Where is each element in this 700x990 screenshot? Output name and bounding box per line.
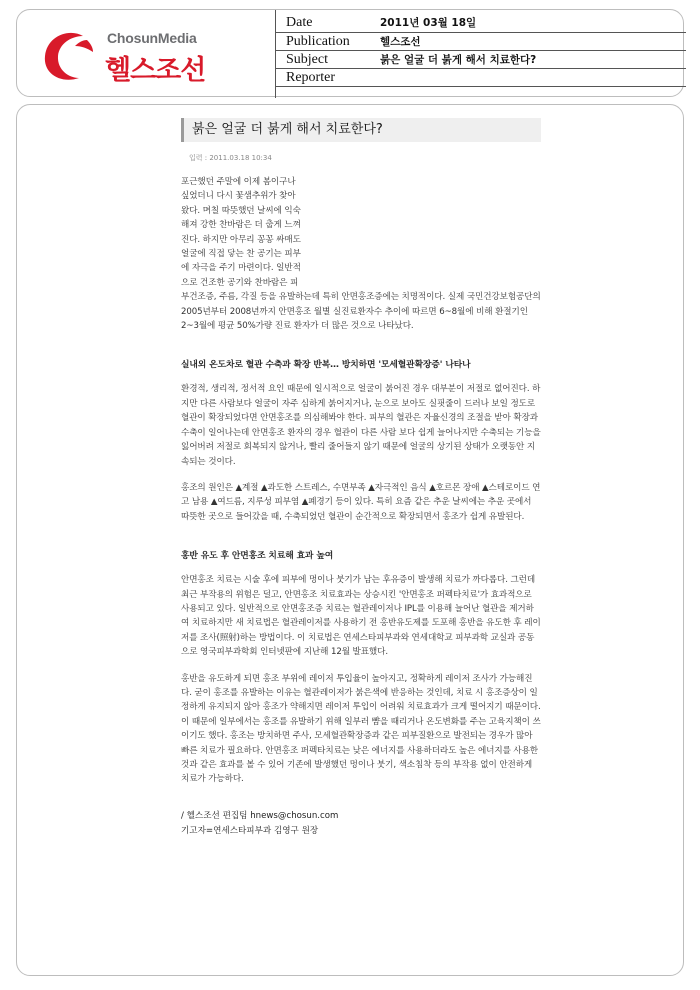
lead-paragraph-rest: 부건조증, 주름, 각질 등을 유발하는데 특히 안면홍조증에는 치명적이다. 실제 국민건강보험공단의 2005년부터 2008년까지 안면홍조 월별 실진료환자수 추이에 따르면 6~8월에 비해 환절기인 2~3월에 평균 50%가량 진료 환자가 더 많은 것으로 나타났다. xyxy=(181,292,541,332)
logo-brand-en: ChosunMedia xyxy=(107,30,197,46)
meta-label: Subject xyxy=(286,52,328,67)
paragraph-4: 안면홍조 치료는 시술 후에 피부에 멍이나 붓기가 남는 후유증이 발생해 치료가 까다롭다. 그런데 최근 부작용의 위험은 덜고, 안면홍조 치료효과는 상승시킨 '안면홍조 퍼펙타치료'가 효과적으로 사용되고 있다. 일반적으로 안면홍조증 치료는 혈관레이저나 IPL를 이용해 늘어난 혈관을 제거하여 치료하지만 새 치료법은 혈관레이저를 사용하기 전 홍반유도제를 도포해 홍반을 유도한 후 레이저를 조사(照射)하는 방법이다. 이 치료법은 연세스타피부과와 연세대학교 피부과학 교실과 공동으로 영국피부과학회 인터넷판에 지난해 12월 발표했다. xyxy=(181,575,541,658)
contributor-credit: 기고자=연세스타피부과 김영구 원장 xyxy=(181,825,319,836)
lead-line: 얼굴에 직접 닿는 찬 공기는 피부 xyxy=(181,249,301,260)
meta-label: Publication xyxy=(286,34,350,49)
metadata-table xyxy=(275,10,685,98)
meta-value: 2011년 03월 18일 xyxy=(380,17,477,29)
lead-line: 에 자극을 주기 마련이다. 일반적 xyxy=(181,263,301,274)
meta-row-subject xyxy=(276,51,686,69)
meta-value: 붉은 얼굴 더 붉게 해서 치료한다? xyxy=(380,54,537,66)
lead-line: 포근했던 주말에 이제 봄이구나 xyxy=(181,177,296,187)
paragraph-2: 환경적, 생리적, 정서적 요인 때문에 일시적으로 얼굴이 붉어진 경우 대부분이 저절로 없어진다. 하지만 다른 사람보다 얼굴이 자주 심하게 붉어지거나, 눈으로 보아도 실핏줄이 드러나 보일 정도로 혈관이 확장되었다면 안면홍조를 의심해봐야 한다. 피부의 혈관은 자율신경의 조절을 받아 확장과 수축이 일어나는데 안면홍조 환자의 경우 혈관이 다른 사람 보다 쉽게 늘어나지만 수축되는 기능을 잃어버려 저절로 회복되지 않거나, 빨리 줄어들지 않기 때문에 얼굴의 상기된 상태가 오랫동안 지속되는 것이다. xyxy=(181,384,541,467)
logo-brand-ko: 헬스조선 xyxy=(105,55,206,86)
article-byline: 입력 : 2011.03.18 10:34 xyxy=(189,154,272,162)
section-heading-2: 홍반 유도 후 안면홍조 치료해 효과 높여 xyxy=(181,551,334,562)
chosun-media-logo xyxy=(39,26,239,88)
section-heading-1: 실내외 온도차로 혈관 수축과 확장 반복… 방치하면 '모세혈관확장증' 나타나 xyxy=(181,360,471,371)
logo-swoosh-icon xyxy=(39,26,99,86)
meta-row-date xyxy=(276,13,686,33)
lead-line: 으로 건조한 공기와 찬바람은 피 xyxy=(181,277,299,288)
paragraph-5: 홍반을 유도하게 되면 홍조 부위에 레이저 투입율이 높아지고, 정확하게 레이저 조사가 가능해진다. 굳이 홍조를 유발하는 이유는 혈관레이저가 붉은색에 반응하는 것인데, 치료 시 홍조증상이 일정하게 유지되지 않아 홍조가 약해지면 레이저 투입이 어려워 치료효과가 크게 떨어지기 때문이다. 이 때문에 일부에서는 홍조를 유발하기 위해 일부러 뺨을 때리거나 온도변화를 주는 고육지책이 쓰이기도 했다. 홍조는 방치하면 주사, 모세혈관확장증과 같은 피부질환으로 발전되는 경우가 많아 빠른 치료가 필요하다. 안면홍조 퍼펙타치료는 낮은 에너지를 사용하더라도 높은 에너지를 사용한 것과 같은 효과를 볼 수 있어 기존에 발생했던 멍이나 붓기, 색소침착 등의 부작용 없이 안전하게 치료가 가능하다. xyxy=(181,673,541,785)
paragraph-3: 홍조의 원인은 ▲계절 ▲과도한 스트레스, 수면부족 ▲자극적인 음식 ▲호르몬 장애 ▲스테로이드 연고 남용 ▲여드름, 지루성 피부염 ▲폐경기 등이 있다. 특히 요즘 같은 추운 날씨에는 추운 곳에서 따뜻한 곳으로 들어갔을 때, 수축되었던 혈관이 순간적으로 확장되면서 홍조가 쉽게 유발된다. xyxy=(181,482,541,522)
meta-value: 헬스조선 xyxy=(380,36,421,48)
meta-row-publication xyxy=(276,33,686,51)
editor-credit: / 헬스조선 편집팀 hnews@chosun.com xyxy=(181,810,339,821)
lead-line: 왔다. 며칠 따뜻했던 날씨에 익숙 xyxy=(181,205,301,216)
article-title: 붉은 얼굴 더 붉게 해서 치료한다? xyxy=(181,118,541,142)
meta-label: Reporter xyxy=(286,70,335,85)
meta-label: Date xyxy=(286,15,313,30)
lead-line: 해져 강한 찬바람은 더 춥게 느껴 xyxy=(181,220,301,231)
header-panel xyxy=(16,9,684,97)
lead-paragraph xyxy=(181,175,541,290)
article-footer xyxy=(181,809,541,839)
meta-row-reporter xyxy=(276,69,686,87)
lead-line: 진다. 하지만 아무리 꽁꽁 싸매도 xyxy=(181,234,301,245)
lead-line: 싶었더니 다시 꽃샘추위가 찾아 xyxy=(181,191,296,202)
article xyxy=(181,118,541,839)
